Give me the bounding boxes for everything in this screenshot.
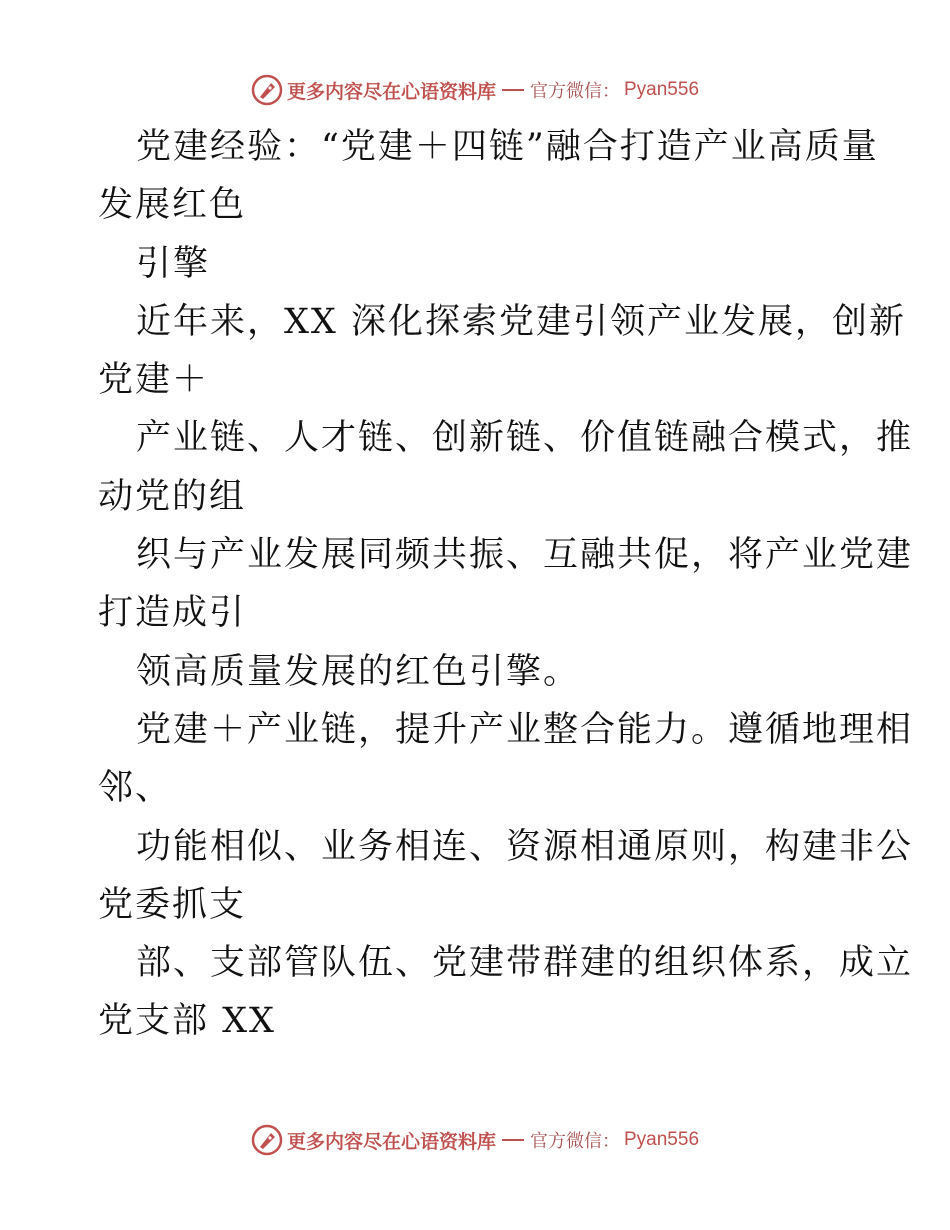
- body-line: 功能相似、业务相连、资源相通原则，构建非公: [136, 826, 914, 867]
- watermark-official-label: 官方微信：: [530, 1131, 620, 1152]
- document-body: [98, 118, 914, 1051]
- watermark-separator: [502, 89, 524, 91]
- watermark-official-label: 官方微信：: [530, 81, 620, 102]
- watermark-separator: [502, 1139, 524, 1141]
- body-line: 党支部 XX: [98, 1001, 276, 1042]
- footer-watermark: [0, 1122, 950, 1158]
- pen-nib-circle-icon: [251, 74, 283, 106]
- body-line: 领高质量发展的红色引擎。: [136, 651, 581, 692]
- body-line: 打造成引: [98, 593, 247, 634]
- body-line: 党委抓支: [98, 884, 247, 925]
- watermark-wechat-id: Pyan556: [624, 1129, 700, 1150]
- body-line: 发展红色: [98, 185, 247, 226]
- body-line: 党建经验：“党建＋四链”融合打造产业高质量: [136, 127, 879, 167]
- body-line: 织与产业发展同频共振、互融共促，将产业党建: [136, 535, 914, 576]
- watermark-wechat-id: Pyan556: [624, 79, 700, 100]
- body-line: 近年来，XX 深化探索党建引领产业发展，创新: [136, 301, 906, 342]
- body-line: 党建＋产业链，提升产业整合能力。遵循地理相: [136, 709, 914, 750]
- header-watermark: [0, 72, 950, 108]
- body-line: 动党的组: [98, 476, 247, 517]
- watermark-brand-text: 更多内容尽在心语资料库: [286, 1130, 496, 1153]
- pen-nib-circle-icon: [251, 1124, 283, 1156]
- body-line: 邻、: [98, 768, 173, 809]
- body-line: 党建＋: [98, 360, 210, 401]
- body-line: 部、支部管队伍、党建带群建的组织体系，成立: [136, 943, 914, 984]
- watermark-brand-text: 更多内容尽在心语资料库: [286, 80, 496, 103]
- body-line: 产业链、人才链、创新链、价值链融合模式，推: [136, 418, 914, 459]
- body-line: 引擎: [136, 243, 211, 284]
